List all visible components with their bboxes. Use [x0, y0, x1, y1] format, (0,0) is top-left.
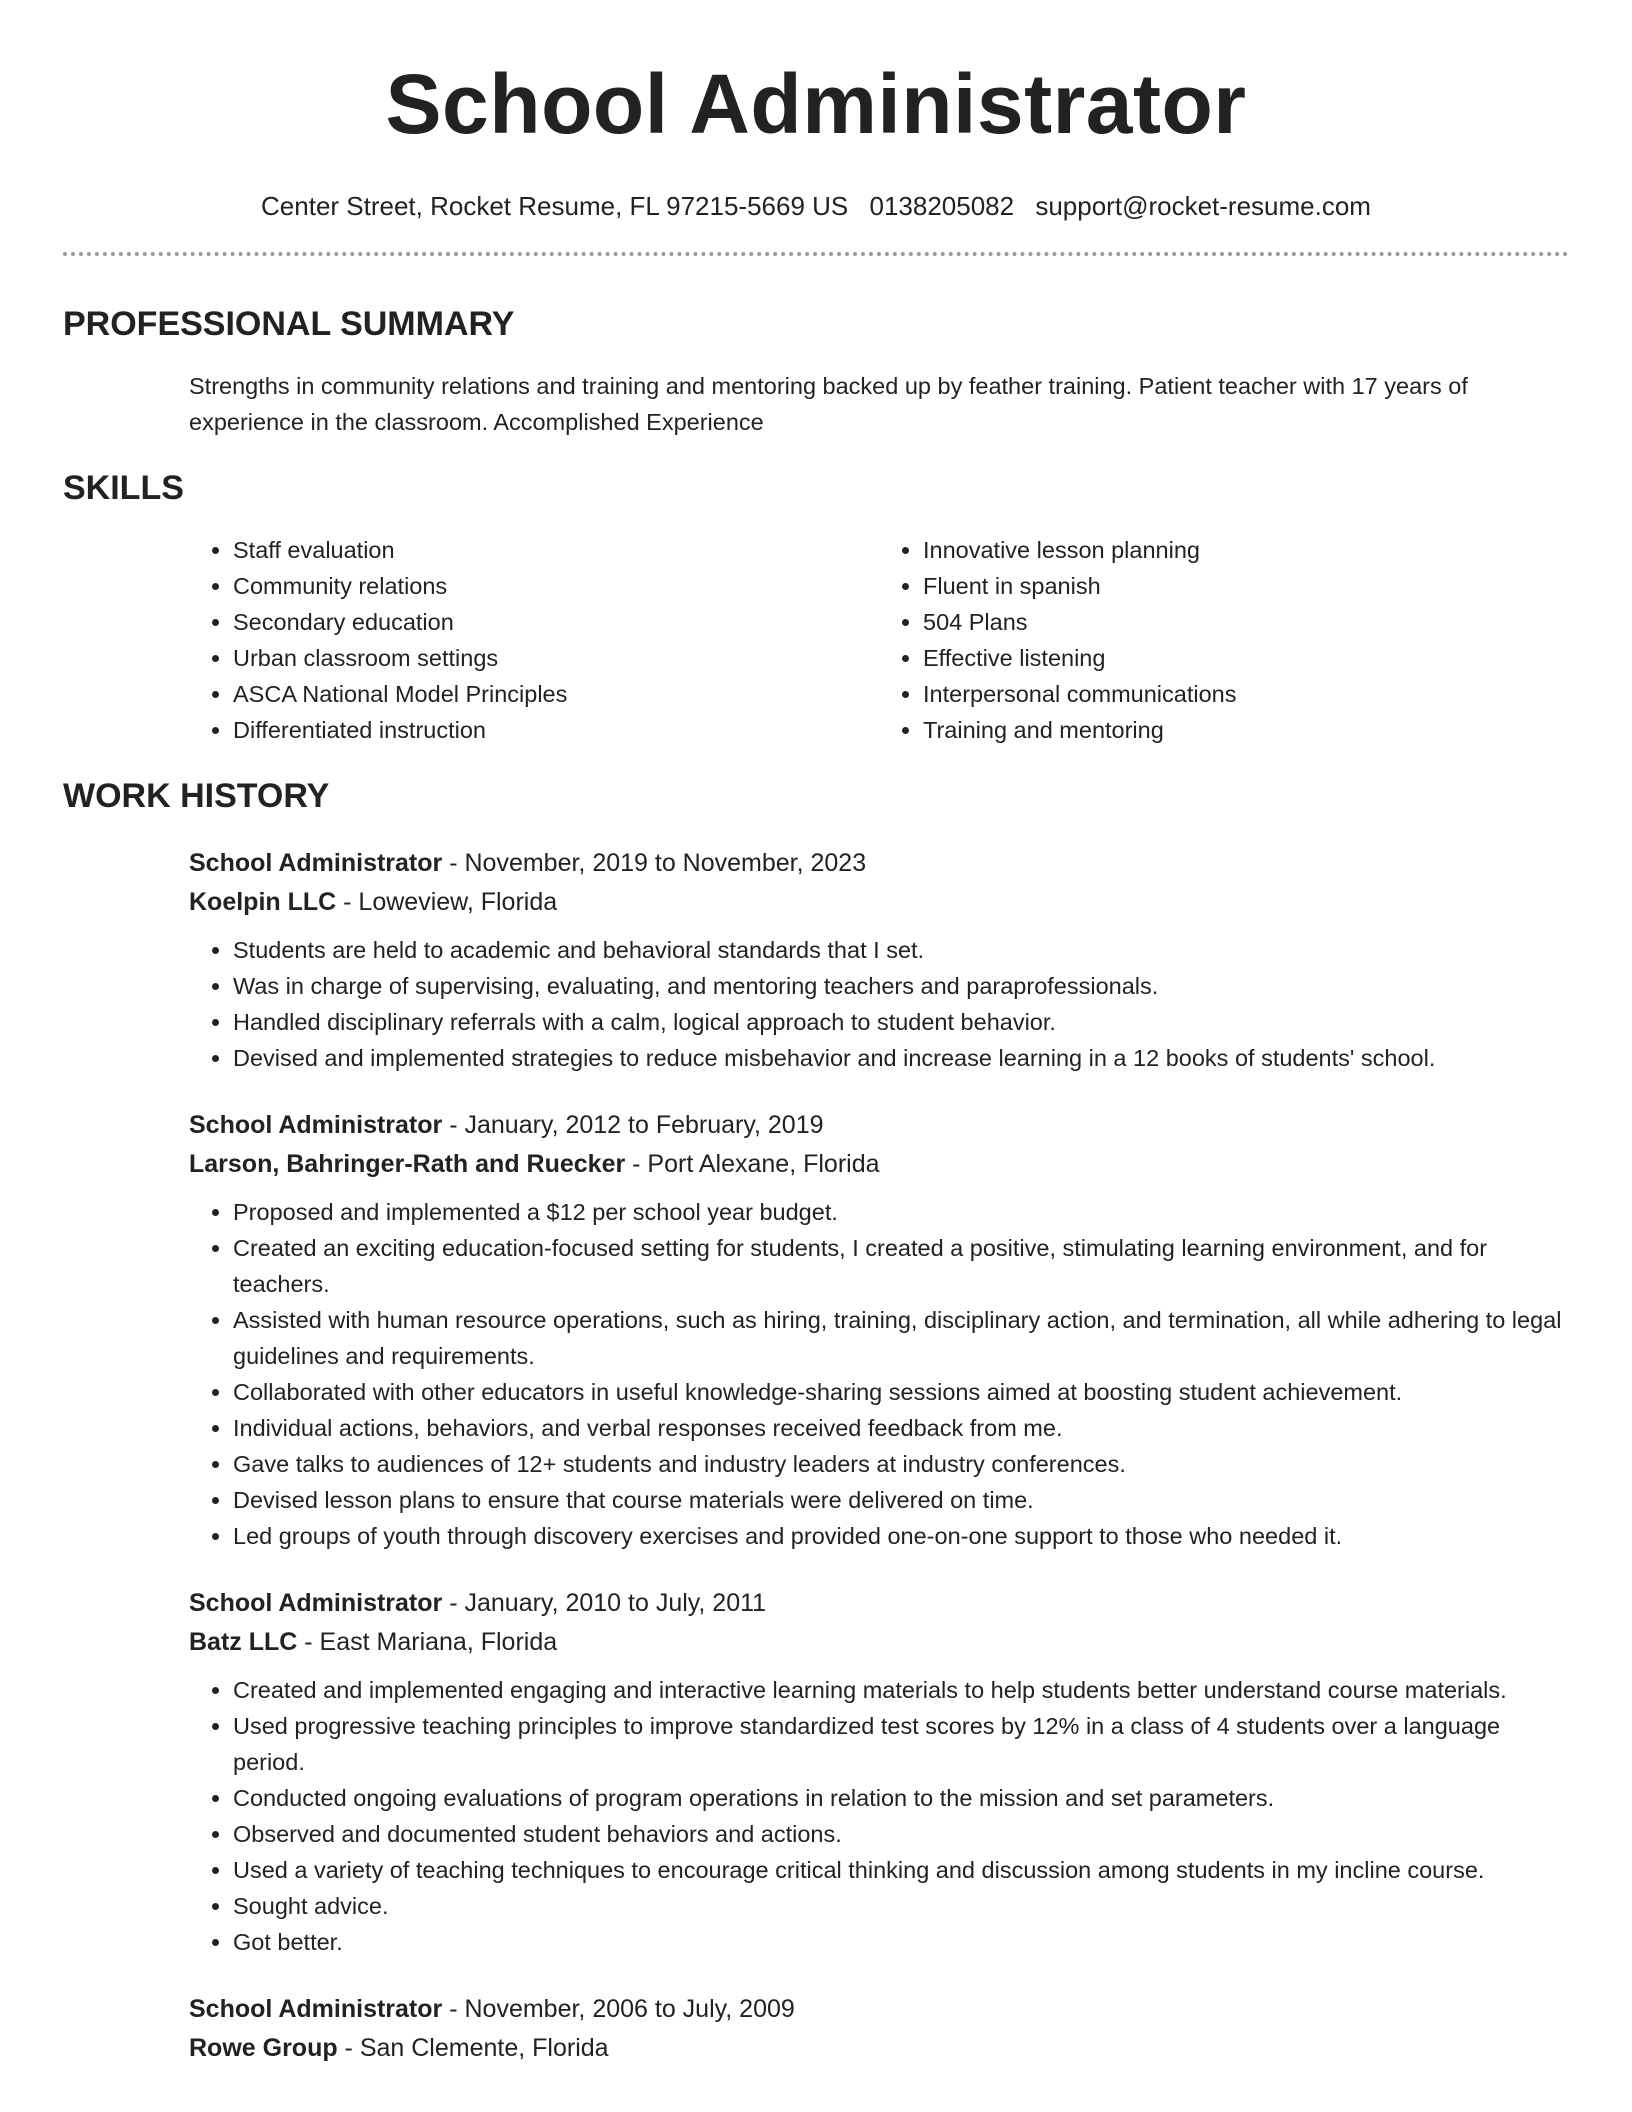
duty-item: • Assisted with human resource operations, such as hiring, training, disciplinary action, and termination, all while adhering to legal guidelines and requirements. [233, 1302, 1569, 1374]
duty-item: • Proposed and implemented a $12 per school year budget. [233, 1194, 1569, 1230]
job-company-line [189, 1623, 1569, 1662]
skill-item: • Effective listening [923, 640, 1569, 676]
contact-address: Center Street, Rocket Resume, FL 97215-5669 US [261, 191, 849, 221]
duty-item: • Individual actions, behaviors, and verbal responses received feedback from me. [233, 1410, 1569, 1446]
job-dates: - November, 2019 to November, 2023 [442, 849, 867, 877]
duty-item: • Gave talks to audiences of 12+ students and industry leaders at industry conferences. [233, 1446, 1569, 1482]
duty-item: • Devised and implemented strategies to reduce misbehavior and increase learning in a 12 books of students' school. [233, 1040, 1569, 1076]
job-duties [189, 1194, 1569, 1554]
skill-item: • Fluent in spanish [923, 568, 1569, 604]
job-entry [189, 1584, 1569, 1960]
duty-item: • Sought advice. [233, 1888, 1569, 1924]
skills-grid [189, 532, 1569, 748]
duty-item: • Observed and documented student behaviors and actions. [233, 1816, 1569, 1852]
job-company-line [189, 883, 1569, 922]
skill-item: • Secondary education [233, 604, 879, 640]
skills-list-left [189, 532, 879, 748]
job-title-line [189, 1584, 1569, 1623]
duty-item: • Handled disciplinary referrals with a calm, logical approach to student behavior. [233, 1004, 1569, 1040]
skill-item: • Staff evaluation [233, 532, 879, 568]
skill-item: • 504 Plans [923, 604, 1569, 640]
duty-item: • Created and implemented engaging and interactive learning materials to help students better understand course materials. [233, 1672, 1569, 1708]
skill-item: • Community relations [233, 568, 879, 604]
job-dates: - January, 2012 to February, 2019 [442, 1111, 824, 1139]
contact-phone: 0138205082 [869, 191, 1015, 221]
skills-list-right [879, 532, 1569, 748]
job-company: Batz LLC [189, 1628, 298, 1656]
duty-item: • Created an exciting education-focused setting for students, I created a positive, stimulating learning environment, and for teachers. [233, 1230, 1569, 1302]
skills-heading: SKILLS [63, 469, 184, 507]
duty-item: • Devised lesson plans to ensure that course materials were delivered on time. [233, 1482, 1569, 1518]
duty-item: • Collaborated with other educators in useful knowledge-sharing sessions aimed at boosting student achievement. [233, 1374, 1569, 1410]
job-role: School Administrator [189, 1111, 443, 1139]
skill-item: • ASCA National Model Principles [233, 676, 879, 712]
job-company-line [189, 1145, 1569, 1184]
contact-email: support@rocket-resume.com [1035, 191, 1371, 221]
duty-item: • Conducted ongoing evaluations of program operations in relation to the mission and set parameters. [233, 1780, 1569, 1816]
job-role: School Administrator [189, 1995, 443, 2023]
job-location: - Loweview, Florida [336, 888, 558, 916]
job-location: - East Mariana, Florida [297, 1628, 558, 1656]
skill-item: • Urban classroom settings [233, 640, 879, 676]
job-dates: - January, 2010 to July, 2011 [442, 1589, 767, 1617]
duty-item: • Used progressive teaching principles to improve standardized test scores by 12% in a class of 4 students over a language period. [233, 1708, 1569, 1780]
job-entry [189, 1106, 1569, 1554]
skill-item: • Interpersonal communications [923, 676, 1569, 712]
duty-item: • Got better. [233, 1924, 1569, 1960]
summary-text: Strengths in community relations and training and mentoring backed up by feather training. Patient teacher with 17 years of experience in the classroom. Accomplished Experience [189, 373, 1468, 435]
job-company: Koelpin LLC [189, 888, 337, 916]
work-history-heading: WORK HISTORY [63, 777, 330, 815]
job-duties [189, 1672, 1569, 1960]
job-entry [189, 844, 1569, 1076]
job-location: - San Clemente, Florida [337, 2034, 609, 2062]
skill-item: • Training and mentoring [923, 712, 1569, 748]
job-duties [189, 932, 1569, 1076]
skill-item: • Differentiated instruction [233, 712, 879, 748]
header-divider [63, 252, 1569, 256]
job-role: School Administrator [189, 1589, 443, 1617]
job-dates: - November, 2006 to July, 2009 [442, 1995, 795, 2023]
duty-item: • Used a variety of teaching techniques to encourage critical thinking and discussion among students in my incline course. [233, 1852, 1569, 1888]
skill-item: • Innovative lesson planning [923, 532, 1569, 568]
summary-heading: PROFESSIONAL SUMMARY [63, 305, 515, 343]
duty-item: • Students are held to academic and behavioral standards that I set. [233, 932, 1569, 968]
job-company: Larson, Bahringer-Rath and Ruecker [189, 1150, 626, 1178]
duty-item: • Was in charge of supervising, evaluating, and mentoring teachers and paraprofessionals. [233, 968, 1569, 1004]
job-title-line [189, 844, 1569, 883]
job-title-line [189, 1106, 1569, 1145]
job-location: - Port Alexane, Florida [625, 1150, 880, 1178]
duty-item: • Led groups of youth through discovery exercises and provided one-on-one support to those who needed it. [233, 1518, 1569, 1554]
resume-name: School Administrator [385, 57, 1247, 151]
job-role: School Administrator [189, 849, 443, 877]
job-company: Rowe Group [189, 2034, 338, 2062]
job-title-line [189, 1990, 1569, 2029]
contact-line [63, 190, 1569, 222]
job-company-line [189, 2029, 1569, 2068]
job-entry [189, 1990, 1569, 2068]
